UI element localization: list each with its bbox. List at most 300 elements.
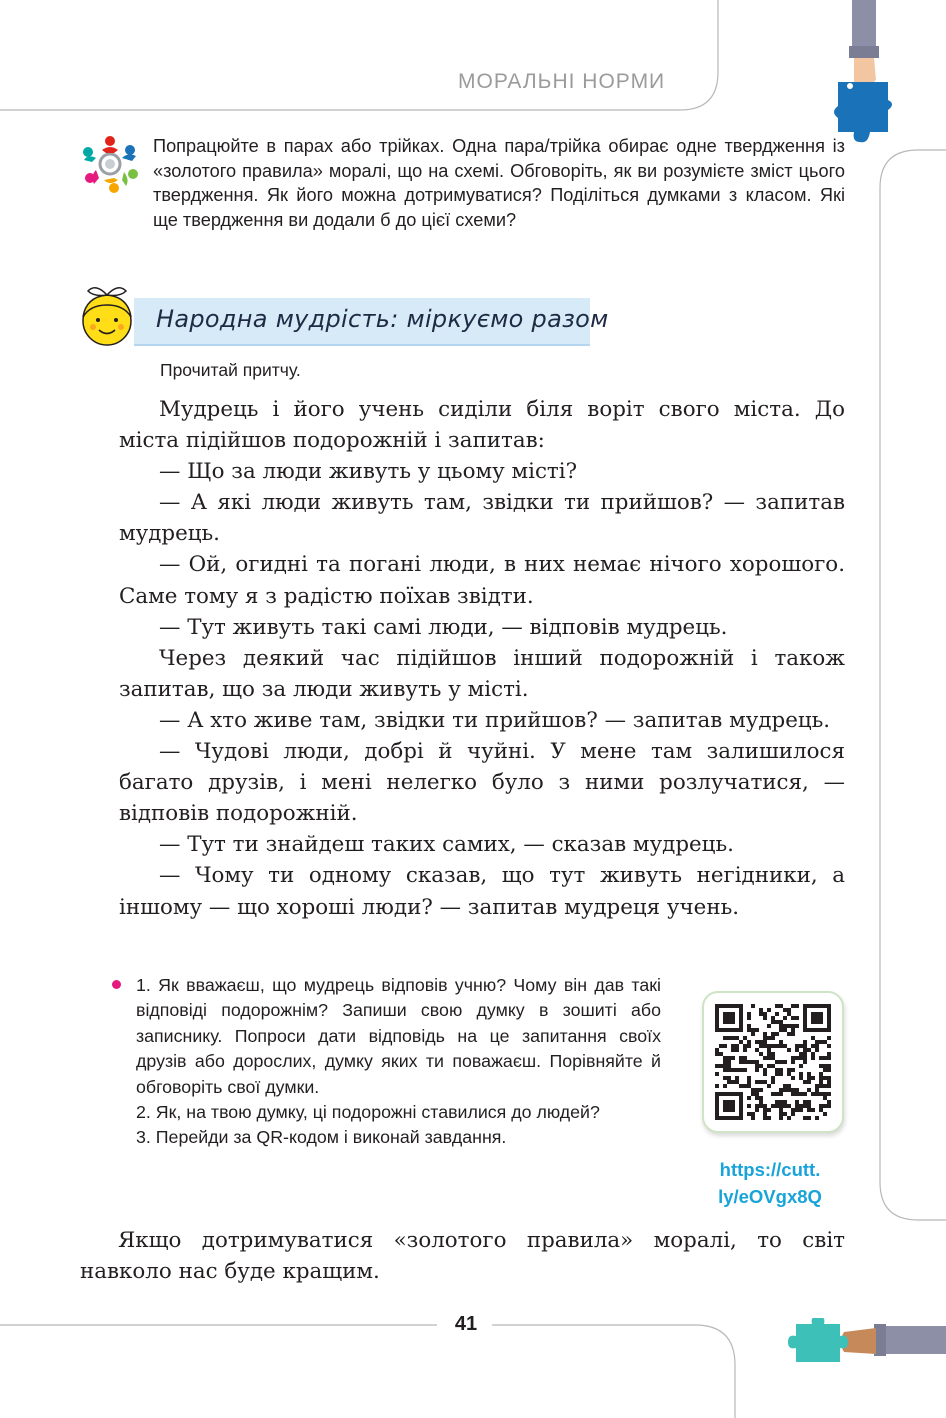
story-paragraph: — А хто живе там, звідки ти прийшов? — запитав мудрець. — [159, 707, 831, 733]
story-paragraph: Мудрець і його учень сиділи біля воріт свого міста. До міста підійшов подорожній і запитав: — [119, 397, 845, 454]
qr-module — [779, 1100, 783, 1104]
qr-module — [767, 1056, 771, 1060]
qr-module — [755, 1080, 759, 1084]
qr-module — [743, 1056, 747, 1060]
qr-module — [731, 1068, 735, 1072]
qr-module — [787, 1088, 791, 1092]
qr-module — [735, 1080, 739, 1084]
qr-module — [727, 1076, 731, 1080]
qr-module — [807, 1100, 811, 1104]
qr-module — [795, 1092, 799, 1096]
qr-module — [767, 1036, 771, 1040]
qr-module — [787, 1068, 791, 1072]
qr-module — [771, 1092, 775, 1096]
qr-module — [727, 1056, 731, 1060]
qr-module — [759, 1080, 763, 1084]
qr-module — [767, 1044, 771, 1048]
story-paragraph: — Тут живуть такі самі люди, — відповів мудрець. — [159, 614, 728, 640]
qr-module — [823, 1040, 827, 1044]
qr-module — [755, 1096, 759, 1100]
qr-module — [755, 1108, 759, 1112]
qr-module — [795, 1004, 799, 1008]
parable-text — [119, 394, 845, 923]
qr-module — [779, 1020, 783, 1024]
qr-module — [739, 1084, 743, 1088]
qr-module — [759, 1012, 763, 1016]
qr-module — [783, 1084, 787, 1088]
qr-module — [743, 1084, 747, 1088]
qr-module — [815, 1092, 819, 1096]
qr-module — [747, 1040, 751, 1044]
qr-module — [763, 1036, 767, 1040]
story-paragraph: — Чому ти одному сказав, що тут живуть негідники, а іншому — що хороші люди? — запитав мудреця учень. — [119, 863, 845, 920]
qr-module — [763, 1012, 767, 1016]
qr-module — [823, 1076, 827, 1080]
qr-module — [751, 1116, 755, 1120]
qr-module — [827, 1052, 831, 1056]
qr-module — [819, 1040, 823, 1044]
qr-module — [751, 1092, 755, 1096]
story-paragraph: — А які люди живуть там, звідки ти прийшов? — запитав мудрець. — [119, 490, 845, 547]
question-item: 3. Перейди за QR-кодом і виконай завдання. — [136, 1127, 507, 1148]
qr-module — [795, 1056, 799, 1060]
qr-module — [771, 1044, 775, 1048]
qr-module — [819, 1104, 823, 1108]
qr-module — [783, 1088, 787, 1092]
qr-module — [819, 1108, 823, 1112]
qr-module — [779, 1072, 783, 1076]
qr-module — [751, 1028, 755, 1032]
qr-module — [803, 1092, 807, 1096]
qr-module — [759, 1096, 763, 1100]
qr-module — [783, 1028, 787, 1032]
qr-module — [763, 1016, 767, 1020]
qr-module — [779, 1112, 783, 1116]
story-paragraph: Через деякий час підійшов інший подорожній і також запитав, що за люди живуть у місті. — [119, 645, 845, 702]
qr-module — [791, 1112, 795, 1116]
question-item: 1. Як вважаєш, що мудрець відповів учню? Чому він дав такі відповіді подорожнім? Запиши свою думку в зошиті або записнику. Попроси дати відповідь на це запитання своїх друзів або дорослих, думку яких ти поважаєш. Порівняйте й обговоріть свої думки. — [136, 975, 661, 1097]
qr-module — [763, 1072, 767, 1076]
qr-module — [747, 1112, 751, 1116]
qr-module — [783, 1008, 787, 1012]
qr-module — [787, 1072, 791, 1076]
qr-module — [811, 1076, 815, 1080]
qr-module — [815, 1088, 819, 1092]
qr-module — [775, 1032, 779, 1036]
qr-module — [819, 1080, 823, 1084]
qr-module — [787, 1032, 791, 1036]
qr-module — [723, 1064, 727, 1068]
hand-puzzle-icon — [782, 1318, 946, 1368]
qr-module — [779, 1044, 783, 1048]
qr-module — [787, 1048, 791, 1052]
qr-code-icon[interactable] — [702, 991, 844, 1133]
qr-module — [803, 1044, 807, 1048]
section-banner — [134, 298, 609, 346]
qr-module — [747, 1096, 751, 1100]
qr-module — [747, 1024, 751, 1028]
qr-module — [755, 1048, 759, 1052]
qr-module — [811, 1044, 815, 1048]
qr-module — [787, 1024, 791, 1028]
qr-module — [763, 1056, 767, 1060]
qr-module — [719, 1064, 723, 1068]
qr-module — [767, 1108, 771, 1112]
qr-module — [763, 1112, 767, 1116]
questions-block — [136, 973, 661, 1151]
qr-module — [823, 1112, 827, 1116]
qr-module — [775, 1012, 779, 1016]
qr-module — [803, 1040, 807, 1044]
qr-module — [719, 1052, 723, 1056]
qr-module — [799, 1104, 803, 1108]
qr-module — [731, 1080, 735, 1084]
qr-module — [783, 1104, 787, 1108]
qr-module — [799, 1044, 803, 1048]
story-paragraph: — Що за люди живуть у цьому місті? — [159, 459, 578, 485]
qr-module — [791, 1056, 795, 1060]
qr-module — [747, 1080, 751, 1084]
qr-module — [755, 1028, 759, 1032]
qr-code-graphic — [704, 993, 842, 1131]
qr-module — [799, 1052, 803, 1056]
qr-module — [767, 1048, 771, 1052]
qr-module — [763, 1108, 767, 1112]
qr-link-line[interactable]: ly/eOVgx8Q — [718, 1186, 822, 1207]
qr-module — [803, 1060, 807, 1064]
qr-module — [727, 1064, 731, 1068]
qr-module — [771, 1020, 775, 1024]
qr-module — [747, 1060, 751, 1064]
qr-module — [759, 1100, 763, 1104]
qr-module — [763, 1068, 767, 1072]
qr-module — [779, 1108, 783, 1112]
qr-module — [763, 1104, 767, 1108]
qr-module — [811, 1052, 815, 1056]
qr-module — [755, 1088, 759, 1092]
qr-module — [747, 1012, 751, 1016]
qr-module — [767, 1024, 771, 1028]
qr-module — [827, 1064, 831, 1068]
qr-module — [723, 1044, 727, 1048]
qr-module — [735, 1044, 739, 1048]
qr-module — [811, 1092, 815, 1096]
qr-module — [815, 1044, 819, 1048]
qr-module — [819, 1072, 823, 1076]
qr-module — [771, 1064, 775, 1068]
qr-module — [775, 1060, 779, 1064]
qr-module — [823, 1104, 827, 1108]
qr-module — [799, 1072, 803, 1076]
qr-module — [803, 1048, 807, 1052]
qr-module — [795, 1024, 799, 1028]
story-paragraph: — Тут ти знайдеш таких самих, — сказав мудрець. — [159, 832, 734, 858]
qr-module — [739, 1060, 743, 1064]
qr-module — [787, 1084, 791, 1088]
qr-module — [823, 1084, 827, 1088]
qr-module — [819, 1092, 823, 1096]
qr-module — [819, 1084, 823, 1088]
qr-module — [739, 1056, 743, 1060]
qr-module — [771, 1036, 775, 1040]
qr-module — [751, 1032, 755, 1036]
qr-module — [807, 1108, 811, 1112]
qr-module — [799, 1056, 803, 1060]
qr-module — [791, 1024, 795, 1028]
qr-module — [743, 1068, 747, 1072]
qr-module — [799, 1108, 803, 1112]
qr-module — [819, 1064, 823, 1068]
question-item: 2. Як, на твою думку, ці подорожні ставилися до людей? — [136, 1102, 600, 1123]
qr-module — [783, 1016, 787, 1020]
qr-module — [723, 1084, 727, 1088]
qr-module — [791, 1004, 795, 1008]
qr-module — [763, 1032, 767, 1036]
qr-module — [731, 1056, 735, 1060]
qr-module — [723, 1012, 735, 1024]
qr-module — [779, 1060, 783, 1064]
qr-module — [739, 1068, 743, 1072]
qr-module — [727, 1080, 731, 1084]
story-paragraph: — Ой, огидні та погані люди, в них немає нічого хорошого. Саме тому я з радістю поїхав звідти. — [119, 552, 845, 609]
qr-module — [755, 1040, 759, 1044]
qr-module — [811, 1056, 815, 1060]
qr-module — [811, 1108, 815, 1112]
qr-module — [779, 1088, 783, 1092]
qr-module — [767, 1084, 771, 1088]
qr-module — [751, 1004, 755, 1008]
qr-module — [771, 1032, 775, 1036]
qr-module — [735, 1076, 739, 1080]
qr-module — [807, 1048, 811, 1052]
qr-module — [771, 1016, 775, 1020]
qr-module — [775, 1104, 779, 1108]
conclusion-text: Якщо дотримуватися «золотого правила» моралі, то світ навколо нас буде кращим. — [80, 1228, 845, 1284]
qr-module — [779, 1004, 783, 1008]
qr-module — [795, 1088, 799, 1092]
qr-module — [807, 1076, 811, 1080]
qr-module — [723, 1056, 727, 1060]
qr-module — [795, 1048, 799, 1052]
qr-module — [723, 1060, 727, 1064]
qr-module — [751, 1112, 755, 1116]
qr-module — [791, 1108, 795, 1112]
qr-module — [771, 1052, 775, 1056]
qr-module — [827, 1068, 831, 1072]
banner-title: Народна мудрість: міркуємо разом — [156, 305, 609, 333]
qr-module — [779, 1024, 783, 1028]
qr-module — [763, 1040, 767, 1044]
qr-link-line[interactable]: https://cutt. — [719, 1159, 821, 1180]
qr-module — [763, 1044, 767, 1048]
qr-module — [783, 1060, 787, 1064]
qr-module — [795, 1016, 799, 1020]
qr-module — [811, 1012, 823, 1024]
qr-module — [783, 1044, 787, 1048]
qr-module — [755, 1104, 759, 1108]
qr-module — [827, 1100, 831, 1104]
qr-module — [807, 1088, 811, 1092]
qr-module — [779, 1092, 783, 1096]
qr-module — [731, 1036, 735, 1040]
qr-module — [727, 1068, 731, 1072]
qr-module — [747, 1104, 751, 1108]
qr-module — [771, 1080, 775, 1084]
qr-module — [795, 1108, 799, 1112]
qr-module — [823, 1056, 827, 1060]
qr-module — [771, 1076, 775, 1080]
bullet-icon — [112, 980, 121, 989]
qr-module — [723, 1068, 727, 1072]
qr-module — [743, 1036, 747, 1040]
qr-module — [827, 1076, 831, 1080]
qr-module — [751, 1060, 755, 1064]
qr-module — [759, 1088, 763, 1092]
qr-module — [815, 1048, 819, 1052]
qr-module — [799, 1064, 803, 1068]
qr-module — [803, 1116, 807, 1120]
qr-module — [827, 1044, 831, 1048]
qr-module — [727, 1036, 731, 1040]
qr-module — [775, 1068, 779, 1072]
qr-module — [791, 1028, 795, 1032]
qr-module — [795, 1104, 799, 1108]
qr-module — [787, 1008, 791, 1012]
qr-module — [819, 1056, 823, 1060]
qr-module — [823, 1068, 827, 1072]
qr-module — [747, 1044, 751, 1048]
qr-module — [743, 1048, 747, 1052]
qr-module — [763, 1116, 767, 1120]
qr-module — [787, 1012, 791, 1016]
qr-module — [735, 1048, 739, 1052]
task-paragraph: Попрацюйте в парах або трійках. Одна пара/трійка обирає одне твердження із «золотого правила» моралі, що на схемі. Обговоріть, як ви розумієте зміст цього твердження. Як його можна дотримуватися? Поділіться думками з класом. Які ще твердження ви додали б до цієї схеми? — [153, 136, 845, 230]
qr-module — [775, 1072, 779, 1076]
qr-module — [759, 1104, 763, 1108]
section-title: МОРАЛЬНІ НОРМИ — [458, 70, 666, 93]
qr-module — [723, 1100, 735, 1112]
qr-module — [755, 1064, 759, 1068]
qr-module — [759, 1008, 763, 1012]
qr-module — [775, 1100, 779, 1104]
qr-module — [823, 1064, 827, 1068]
qr-module — [807, 1104, 811, 1108]
qr-module — [735, 1036, 739, 1040]
qr-module — [791, 1076, 795, 1080]
qr-module — [747, 1028, 751, 1032]
qr-module — [759, 1040, 763, 1044]
qr-module — [775, 1044, 779, 1048]
page-number: 41 — [454, 1313, 478, 1335]
qr-module — [827, 1092, 831, 1096]
qr-module — [759, 1044, 763, 1048]
qr-module — [795, 1100, 799, 1104]
qr-module — [755, 1060, 759, 1064]
qr-module — [779, 1116, 783, 1120]
qr-module — [827, 1036, 831, 1040]
qr-module — [823, 1092, 827, 1096]
qr-module — [751, 1088, 755, 1092]
qr-module — [727, 1060, 731, 1064]
qr-module — [791, 1032, 795, 1036]
qr-module — [815, 1116, 819, 1120]
qr-module — [739, 1040, 743, 1044]
qr-module — [775, 1092, 779, 1096]
qr-module — [799, 1092, 803, 1096]
qr-module — [803, 1056, 807, 1060]
qr-module — [783, 1112, 787, 1116]
qr-module — [715, 1064, 719, 1068]
group-work-icon — [78, 134, 142, 194]
qr-link[interactable] — [680, 1156, 860, 1210]
qr-module — [791, 1088, 795, 1092]
qr-module — [747, 1016, 751, 1020]
qr-module — [715, 1052, 719, 1056]
qr-module — [803, 1100, 807, 1104]
qr-module — [803, 1052, 807, 1056]
qr-module — [735, 1068, 739, 1072]
story-paragraph: — Чудові люди, добрі й чуйні. У мене там залишилося багато друзів, і мені нелегко було з ними розлучатися, — відповів подорожній. — [119, 739, 845, 827]
qr-module — [747, 1076, 751, 1080]
qr-module — [759, 1064, 763, 1068]
qr-module — [783, 1100, 787, 1104]
qr-module — [807, 1116, 811, 1120]
qr-module — [795, 1044, 799, 1048]
qr-module — [779, 1040, 783, 1044]
qr-module — [787, 1104, 791, 1108]
qr-module — [759, 1052, 763, 1056]
qr-module — [743, 1044, 747, 1048]
qr-module — [815, 1040, 819, 1044]
qr-module — [731, 1048, 735, 1052]
girl-face-icon — [76, 283, 138, 349]
qr-module — [827, 1084, 831, 1088]
qr-module — [767, 1008, 771, 1012]
qr-module — [771, 1104, 775, 1108]
qr-module — [763, 1080, 767, 1084]
qr-module — [807, 1080, 811, 1084]
qr-module — [803, 1080, 807, 1084]
qr-module — [743, 1060, 747, 1064]
qr-module — [715, 1048, 719, 1052]
qr-module — [819, 1076, 823, 1080]
qr-module — [747, 1084, 751, 1088]
qr-module — [715, 1084, 719, 1088]
qr-module — [755, 1068, 759, 1072]
qr-module — [719, 1044, 723, 1048]
qr-module — [775, 1004, 779, 1008]
qr-module — [715, 1072, 719, 1076]
qr-module — [807, 1072, 811, 1076]
qr-module — [827, 1104, 831, 1108]
qr-module — [771, 1056, 775, 1060]
qr-module — [779, 1028, 783, 1032]
qr-module — [803, 1104, 807, 1108]
qr-module — [811, 1036, 815, 1040]
qr-module — [827, 1080, 831, 1084]
task-text — [153, 134, 845, 232]
hand-puzzle-icon — [834, 0, 894, 148]
qr-module — [767, 1052, 771, 1056]
qr-module — [783, 1024, 787, 1028]
qr-module — [799, 1076, 803, 1080]
qr-module — [791, 1060, 795, 1064]
qr-module — [791, 1068, 795, 1072]
qr-module — [779, 1068, 783, 1072]
qr-module — [723, 1036, 727, 1040]
qr-module — [779, 1104, 783, 1108]
qr-module — [767, 1064, 771, 1068]
